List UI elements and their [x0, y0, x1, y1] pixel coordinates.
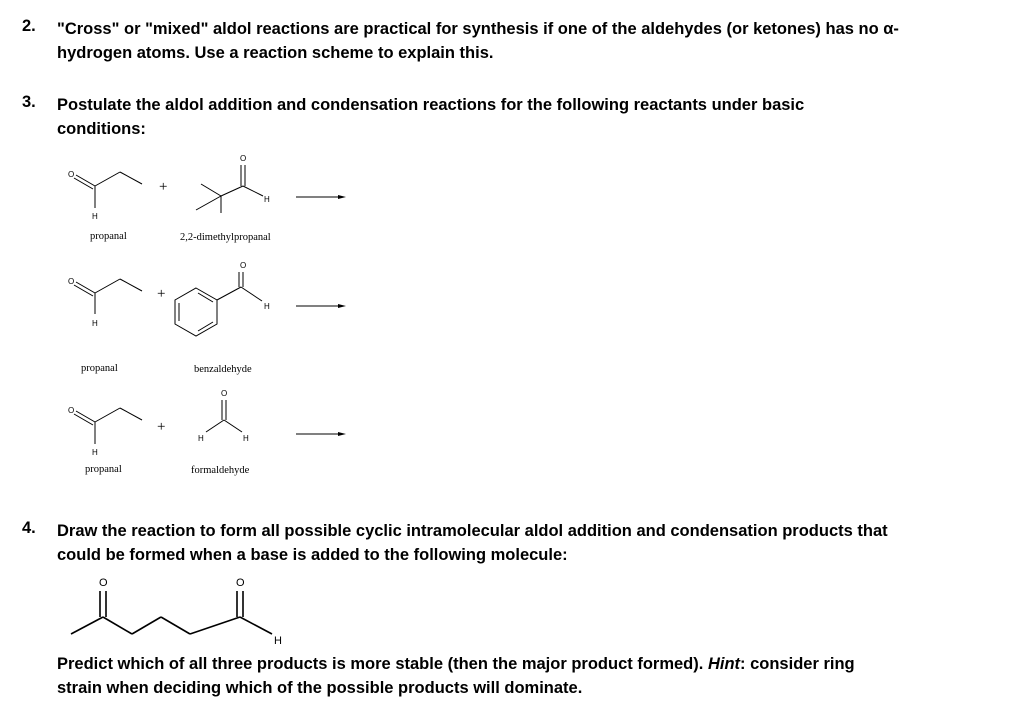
dicarbonyl-molecule [71, 577, 282, 647]
propanal-structure [68, 406, 142, 457]
reactant-2-label: 2,2-dimethylpropanal [180, 232, 271, 243]
question-4-line-1: Draw the reaction to form all possible cyclic intramolecular aldol addition and condensation products that [57, 522, 888, 540]
reaction-2 [68, 261, 346, 375]
question-4-number: 4. [22, 519, 36, 537]
plus-sign: + [157, 286, 166, 302]
plus-sign: + [159, 179, 168, 195]
oxygen-atom: O [240, 154, 247, 163]
hydrogen-atom: H [264, 302, 270, 311]
reactant-1-label: propanal [81, 363, 118, 374]
oxygen-atom: O [221, 389, 228, 398]
hint-label: Hint [707, 655, 741, 673]
reactant-1-label: propanal [85, 464, 122, 475]
propanal-structure [68, 277, 142, 328]
hydrogen-atom: H [92, 319, 98, 328]
question-2-line-1: "Cross" or "mixed" aldol reactions are practical for synthesis if one of the aldehydes (or ketones) has no α- [57, 20, 899, 38]
question-2-number: 2. [22, 17, 36, 35]
hydrogen-atom: H [264, 195, 270, 204]
reactant-1-label: propanal [90, 231, 127, 242]
reaction-3 [68, 389, 346, 476]
propanal-structure [68, 170, 142, 221]
dimethylpropanal-structure [196, 154, 270, 213]
hydrogen-atom: H [243, 434, 249, 443]
reaction-1 [68, 154, 346, 243]
question-3-line-2: conditions: [57, 120, 146, 138]
reactant-2-label: benzaldehyde [194, 364, 252, 375]
oxygen-atom: O [68, 406, 75, 415]
hydrogen-atom: H [92, 212, 98, 221]
oxygen-atom: O [68, 170, 75, 179]
hydrogen-atom: H [92, 448, 98, 457]
predict-line-2: strain when deciding which of the possible products will dominate. [57, 679, 583, 697]
predict-text-end: : consider ring [740, 655, 855, 673]
benzaldehyde-structure [175, 261, 270, 336]
question-3-line-1: Postulate the aldol addition and condensation reactions for the following reactants under basic [57, 96, 805, 114]
hydrogen-atom: H [274, 635, 282, 647]
oxygen-atom: O [236, 577, 245, 589]
question-2-line-2: hydrogen atoms. Use a reaction scheme to explain this. [57, 44, 494, 62]
question-4-line-2: could be formed when a base is added to the following molecule: [57, 546, 568, 564]
question-3-number: 3. [22, 93, 36, 111]
reactant-2-label: formaldehyde [191, 465, 250, 476]
oxygen-atom: O [99, 577, 108, 589]
oxygen-atom: O [68, 277, 75, 286]
predict-text-start: Predict which of all three products is more stable (then the major product formed). [57, 655, 708, 673]
oxygen-atom: O [240, 261, 247, 270]
hydrogen-atom: H [198, 434, 204, 443]
plus-sign: + [157, 419, 166, 435]
formaldehyde-structure [198, 389, 249, 443]
